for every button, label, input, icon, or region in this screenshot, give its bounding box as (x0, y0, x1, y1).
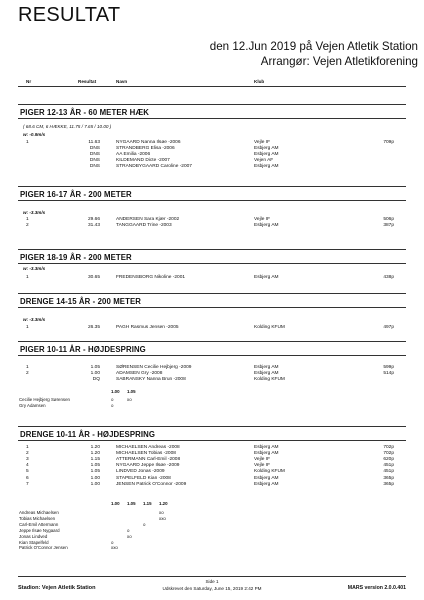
section-title: PIGER 10-11 ÅR - HØJDESPRING (20, 345, 146, 354)
result-value: 1.20 (90, 451, 100, 457)
placing: 2 (26, 223, 29, 229)
points: 387p (383, 223, 394, 229)
athlete-name: PAGH Rasmus Jensen -2005 (116, 325, 179, 330)
club-name: Vejle IF (254, 217, 270, 222)
club-name: Kolding KFUM (254, 469, 285, 475)
result-row (0, 377, 424, 383)
attempt-athlete-name: Patrick O'Connor Jensen (19, 545, 68, 551)
result-row (0, 469, 424, 475)
section-header (18, 186, 406, 201)
section-title: PIGER 16-17 ÅR - 200 METER (20, 190, 132, 199)
attempt-mark: o (111, 539, 114, 545)
attempt-athlete-name: Carl-Emil Attermann (19, 521, 59, 527)
club-name: Esbjerg AM (254, 365, 279, 370)
points: 365p (383, 481, 394, 487)
points: 709p (383, 140, 394, 145)
attempt-mark: o (111, 397, 114, 402)
column-header-name: Navn (116, 79, 128, 84)
attempt-mark: xxo (159, 515, 166, 521)
result-row (0, 457, 424, 463)
wind-reading: w: -0.9m/s (23, 132, 46, 137)
result-row (0, 158, 424, 164)
result-value: 1.15 (90, 457, 100, 463)
athlete-name: FREDENSBORG Nikoline -2001 (116, 275, 186, 280)
column-header-nr: Nr (26, 79, 32, 84)
attempt-mark: xo (159, 510, 164, 515)
result-value: 31.43 (87, 223, 100, 229)
placing: 5 (26, 469, 29, 475)
section-header (18, 341, 406, 356)
club-name: Kolding KFUM (254, 325, 285, 330)
result-value: 1.20 (90, 445, 100, 450)
points: 438p (383, 275, 394, 280)
attempt-athlete-name: Andreas Michaelsen (19, 510, 59, 515)
placing: 1 (26, 445, 29, 450)
club-name: Esbjerg AM (254, 451, 279, 457)
attempt-athlete-name: Gry Adamsen (19, 402, 46, 408)
event-date-venue: den 12.Jun 2019 på Vejen Atletik Station (209, 40, 418, 53)
section-header (18, 104, 406, 119)
section-title: PIGER 12-13 ÅR - 60 METER HÆK (20, 108, 149, 117)
result-value: DNS (89, 146, 100, 152)
footer-version: MARS version 2.0.0.401 (347, 585, 406, 591)
athlete-name: STRANDBYGAARD Caroline -2007 (116, 164, 192, 170)
page-title: RESULTAT (18, 4, 121, 26)
points: 451p (383, 469, 394, 475)
points: 599p (383, 365, 394, 370)
attempt-mark: xo (127, 533, 132, 539)
attempt-mark: o (111, 402, 114, 408)
wind-reading: w: -3.3m/s (23, 317, 46, 322)
placing: 1 (26, 365, 29, 370)
result-row (0, 476, 424, 482)
points: 451p (383, 463, 394, 469)
club-name: Esbjerg AM (254, 146, 279, 152)
athlete-name: LINDVED Jonas -2009 (116, 469, 165, 475)
result-row (0, 275, 424, 281)
result-row (0, 482, 424, 488)
club-name: Vejle IF (254, 140, 270, 145)
column-header-club: Klub (254, 79, 265, 84)
result-value: 1.00 (90, 481, 100, 487)
points: 702p (383, 445, 394, 450)
club-name: Vejle IF (254, 457, 270, 463)
footer-divider (18, 576, 406, 577)
section-header (18, 293, 406, 308)
points: 497p (383, 325, 394, 330)
club-name: Esbjerg AM (254, 152, 279, 158)
height-column-header: 1.00 (111, 501, 120, 506)
placing: 1 (26, 140, 29, 145)
header-divider (18, 86, 406, 87)
section-header (18, 426, 406, 441)
result-row (0, 146, 424, 152)
result-value: 29.66 (87, 217, 100, 222)
points: 514p (383, 371, 394, 377)
athlete-name: ATTERMANN Carl-Emil -2008 (116, 457, 181, 463)
club-name: Esbjerg AM (254, 445, 279, 450)
attempt-mark: o (127, 527, 130, 533)
athlete-name: MICHAELSEN Andreas -2008 (116, 445, 180, 450)
section-title: DRENGE 14-15 ÅR - 200 METER (20, 297, 141, 306)
placing: 6 (26, 475, 29, 481)
attempt-athlete-name: Cecilie Hejbjerg Sørensen (19, 397, 71, 402)
result-value: 26.35 (87, 325, 100, 330)
height-column-header: 1.05 (127, 389, 136, 394)
athlete-name: SABRANSKY Nanna Brun -2008 (116, 377, 186, 383)
height-column-header: 1.15 (143, 501, 152, 506)
result-row (0, 217, 424, 223)
athlete-name: ANDERSEN Sara Kjær -2002 (116, 217, 180, 222)
result-row (0, 463, 424, 469)
placing: 1 (26, 217, 29, 222)
section-title: DRENGE 10-11 ÅR - HØJDESPRING (20, 430, 156, 439)
result-value: DNS (89, 152, 100, 158)
athlete-name: SØRENSEN Cecilie Hejbjerg -2009 (116, 365, 192, 370)
placing: 1 (26, 325, 29, 330)
athlete-name: NYGAARD Jeppe Ilsøe -2009 (116, 463, 180, 469)
height-column-header: 1.05 (127, 501, 136, 506)
club-name: Esbjerg AM (254, 275, 279, 280)
athlete-name: KILDEMAND Dicte -2007 (116, 158, 170, 164)
points: 365p (383, 475, 394, 481)
club-name: Esbjerg AM (254, 164, 279, 170)
wind-reading: w: -3.3m/s (23, 210, 46, 215)
club-name: Esbjerg AM (254, 481, 279, 487)
athlete-name: TANGGAARD Trine -2003 (116, 223, 172, 229)
club-name: Vejen AF (254, 158, 274, 164)
result-value: 1.05 (90, 365, 100, 370)
result-value: 11.63 (88, 140, 100, 145)
points: 702p (383, 451, 394, 457)
result-row (0, 164, 424, 170)
result-value: DNS (89, 158, 100, 164)
placing: 7 (26, 481, 29, 487)
athlete-name: ADAMSEN Gry -2008 (116, 371, 163, 377)
attempt-athlete-name: Jeppe Ilsøe Nygaard (19, 527, 60, 533)
club-name: Esbjerg AM (254, 223, 279, 229)
points: 620p (383, 457, 394, 463)
footer-page-number: Side 1 (205, 579, 219, 584)
placing: 2 (26, 371, 29, 377)
placing: 3 (26, 457, 29, 463)
result-row (0, 223, 424, 229)
points: 506p (383, 217, 394, 222)
result-row (0, 445, 424, 451)
height-column-header: 1.00 (111, 389, 120, 394)
attempt-athlete-name: Kian Stapelfeld (19, 539, 49, 545)
result-row (0, 371, 424, 377)
result-row (0, 325, 424, 331)
result-row (0, 140, 424, 146)
height-column-header: 1.20 (159, 501, 168, 506)
placing: 1 (26, 275, 29, 280)
placing: 2 (26, 451, 29, 457)
club-name: Esbjerg AM (254, 371, 279, 377)
result-row (0, 152, 424, 158)
result-value: DQ (92, 377, 100, 383)
footer-stadium: Stadion: Vejen Atletik Station (18, 585, 96, 591)
hurdle-spec-note: ( 68.6 CM, 6 HÆKKE, 11.75 / 7.65 / 10.00 ) (23, 124, 112, 129)
footer-printed-date: Udskrevet den Saturday, June 15, 2019 2:42 PM (162, 586, 262, 591)
athlete-name: NYGAARD Nanna Ilsøe -2006 (116, 140, 181, 145)
result-value: 30.65 (87, 275, 100, 280)
club-name: Kolding KFUM (254, 377, 285, 383)
result-row (0, 451, 424, 457)
placing: 4 (26, 463, 29, 469)
athlete-name: MICHAELSEN Tobias -2008 (116, 451, 176, 457)
athlete-name: AA Emilia -2006 (116, 152, 151, 158)
athlete-name: STAPELFELD Kian -2008 (116, 475, 171, 481)
result-value: 1.05 (90, 469, 100, 475)
athlete-name: JENSEN Patrick O'Connor -2009 (116, 481, 187, 487)
section-header (18, 249, 406, 264)
club-name: Esbjerg AM (254, 475, 279, 481)
column-header-result: Resultat (78, 79, 97, 84)
result-row (0, 365, 424, 371)
section-title: PIGER 18-19 ÅR - 200 METER (20, 253, 132, 262)
attempt-athlete-name: Tobias Michaelsen (19, 515, 56, 521)
result-value: DNS (89, 164, 100, 170)
wind-reading: w: -3.3m/s (23, 266, 46, 271)
result-value: 1.05 (90, 463, 100, 469)
club-name: Vejle IF (254, 463, 270, 469)
attempt-mark: xo (127, 397, 132, 402)
result-value: 1.00 (90, 371, 100, 377)
attempt-mark: o (143, 521, 146, 527)
event-organizer: Arrangør: Vejen Atletikforening (260, 55, 418, 68)
attempt-mark: xxo (111, 545, 118, 551)
athlete-name: STRANDBERG Elisa -2006 (116, 146, 175, 152)
result-value: 1.00 (90, 475, 100, 481)
attempt-athlete-name: Jonas Lindved (19, 533, 48, 539)
